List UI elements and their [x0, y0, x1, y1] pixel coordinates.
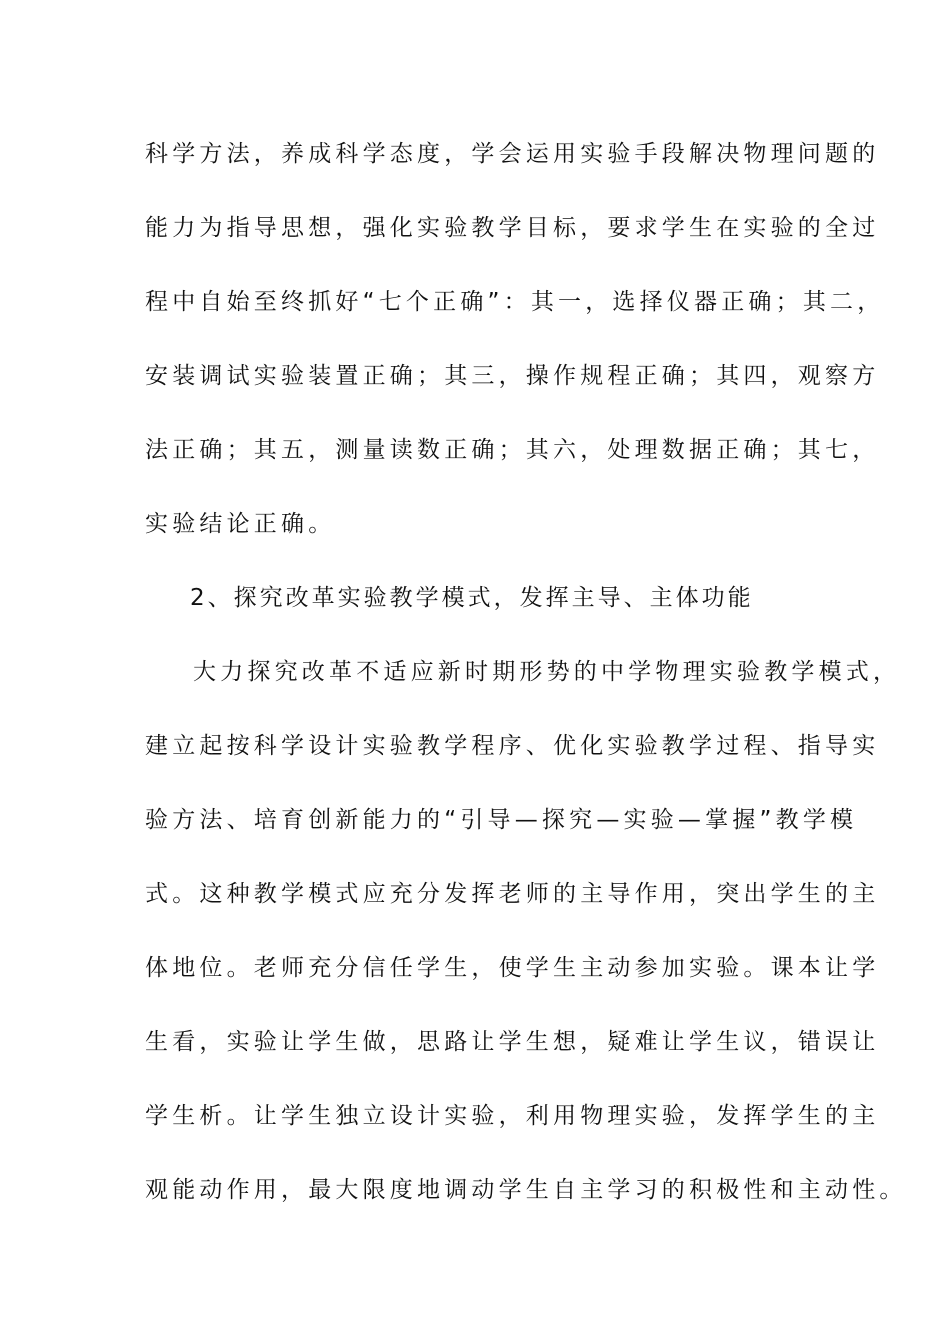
paragraph-line: 能力为指导思想，强化实验教学目标，要求学生在实验的全过	[145, 215, 880, 241]
paragraph-line: 式。这种教学模式应充分发挥老师的主导作用，突出学生的主	[145, 881, 880, 907]
paragraph-line: 科学方法，养成科学态度，学会运用实验手段解决物理问题的	[145, 141, 880, 167]
paragraph-line: 法正确；其五，测量读数正确；其六，处理数据正确；其七，	[145, 437, 880, 463]
paragraph-line: 验方法、培育创新能力的“引导—探究—实验—掌握”教学模	[145, 807, 858, 833]
paragraph-line: 建立起按科学设计实验教学程序、优化实验教学过程、指导实	[145, 733, 880, 759]
paragraph-line: 体地位。老师充分信任学生，使学生主动参加实验。课本让学	[145, 955, 880, 981]
paragraph-line: 学生析。让学生独立设计实验，利用物理实验，发挥学生的主	[145, 1103, 880, 1129]
paragraph-line: 实验结论正确。	[145, 511, 336, 537]
paragraph-line: 程中自始至终抓好“七个正确”：其一，选择仪器正确；其二，	[145, 289, 885, 315]
paragraph-line: 大力探究改革不适应新时期形势的中学物理实验教学模式，	[193, 659, 901, 685]
paragraph-line: 观能动作用，最大限度地调动学生自主学习的积极性和主动性。	[145, 1177, 907, 1203]
paragraph-line: 安装调试实验装置正确；其三，操作规程正确；其四，观察方	[145, 363, 880, 389]
paragraph-line: 生看，实验让学生做，思路让学生想，疑难让学生议，错误让	[145, 1029, 880, 1055]
section-heading: 2、探究改革实验教学模式，发挥主导、主体功能	[190, 585, 754, 611]
